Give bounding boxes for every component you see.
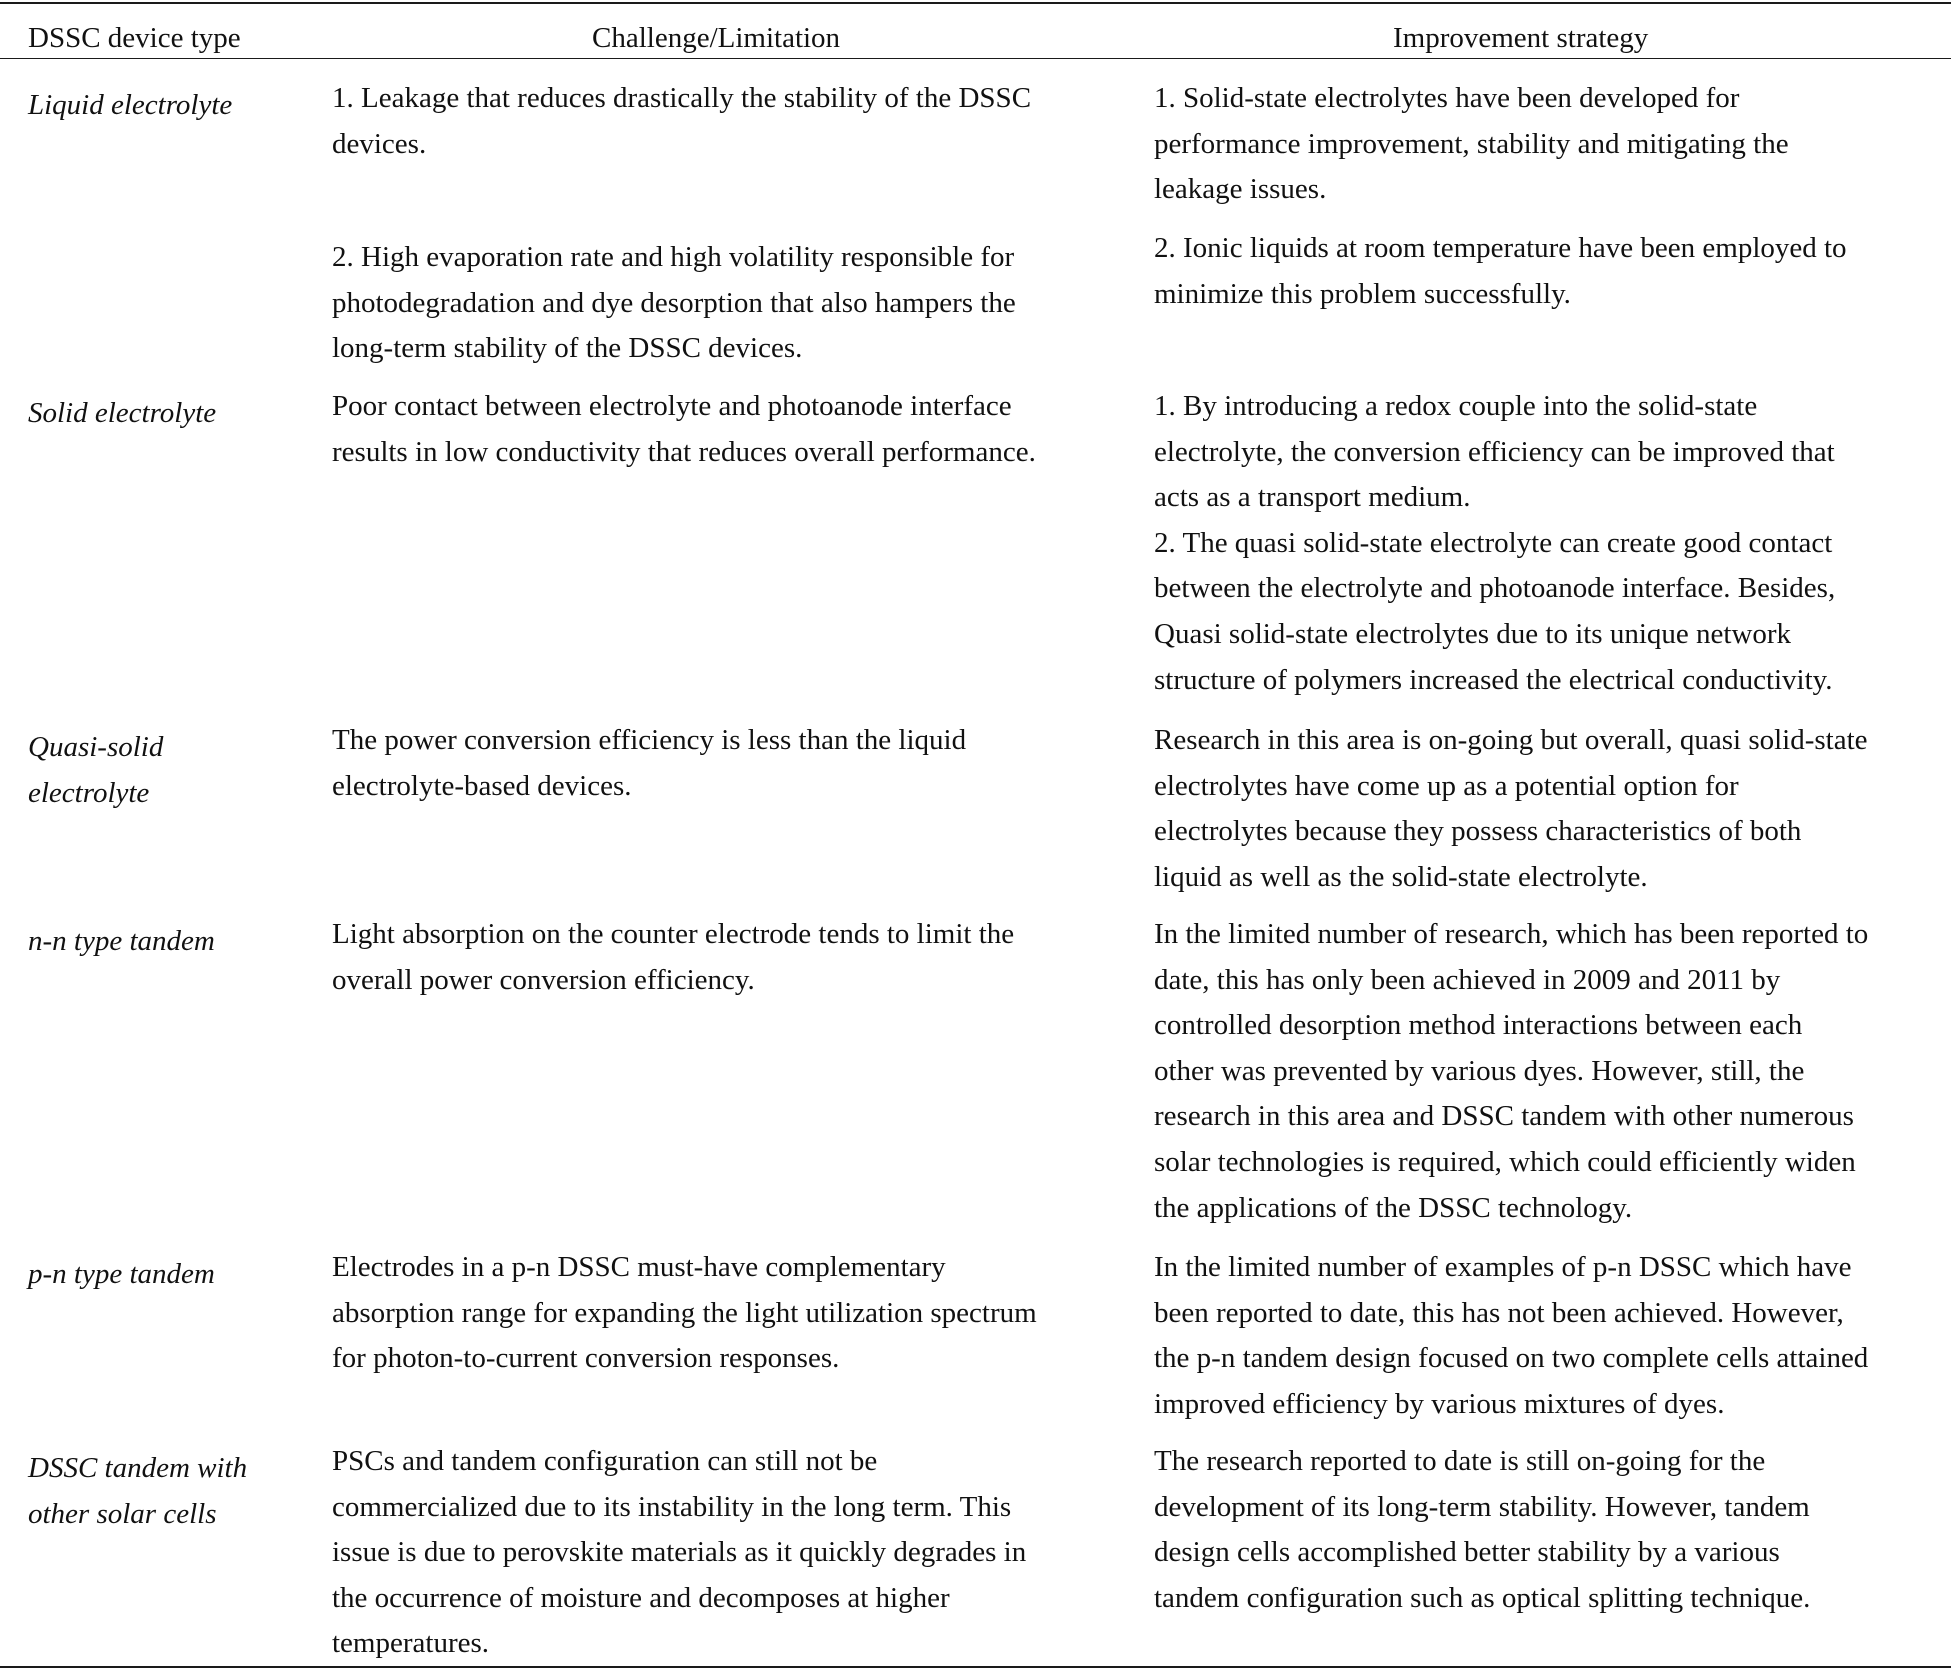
header-device-type: DSSC device type bbox=[28, 22, 241, 54]
row-dssc-tandem-challenge: PSCs and tandem configuration can still not be commercialized due to its instability in the long term. This issue is due to perovskite materials as it quickly degrades in the occurrence of moisture and decomposes at higher temperatures. bbox=[332, 1445, 1027, 1660]
row-solid-type: Solid electrolyte bbox=[28, 397, 217, 429]
row-liquid-improvement-1: 1. Solid-state electrolytes have been developed for performance improvement, stability and mitigating the leakage issues. bbox=[1154, 82, 1789, 206]
table-top-rule bbox=[0, 2, 1951, 4]
row-quasi-challenge: The power conversion efficiency is less than the liquid electrolyte-based devices. bbox=[332, 724, 967, 802]
header-improvement: Improvement strategy bbox=[1393, 22, 1649, 54]
row-liquid-improvement-2: 2. Ionic liquids at room temperature have been employed to minimize this problem successfully. bbox=[1154, 232, 1847, 310]
header-challenge: Challenge/Limitation bbox=[592, 22, 841, 54]
row-liquid-type: Liquid electrolyte bbox=[28, 89, 233, 121]
row-pn-type: p-n type tandem bbox=[28, 1258, 215, 1290]
row-nn-type: n-n type tandem bbox=[28, 925, 215, 957]
row-nn-improvement: In the limited number of research, which has been reported to date, this has only been achieved in 2009 and 2011 by controlled desorption method interactions between each other was prevented by various dyes. However, still, the research in this area and DSSC tandem with other numerous solar technologies is required, which could efficiently widen the applications of the DSSC technology. bbox=[1154, 918, 1869, 1224]
row-solid-improvement: 1. By introducing a redox couple into the solid-state electrolyte, the conversion efficiency can be improved that acts as a transport medium. 2. The quasi solid-state electrolyte can create good contact between the electrolyte and photoanode interface. Besides, Quasi solid-state electrolytes due to its unique network structure of polymers increased the electrical conductivity. bbox=[1154, 390, 1836, 696]
row-liquid-challenge-2: 2. High evaporation rate and high volatility responsible for photodegradation and dye desorption that also hampers the long-term stability of the DSSC devices. bbox=[332, 241, 1016, 365]
row-nn-challenge: Light absorption on the counter electrode tends to limit the overall power conversion efficiency. bbox=[332, 918, 1015, 996]
row-quasi-type: Quasi-solid electrolyte bbox=[28, 731, 164, 809]
row-dssc-tandem-type: DSSC tandem with other solar cells bbox=[28, 1452, 248, 1530]
row-pn-challenge: Electrodes in a p-n DSSC must-have complementary absorption range for expanding the light utilization spectrum for photon-to-current conversion responses. bbox=[332, 1251, 1037, 1375]
row-pn-improvement: In the limited number of examples of p-n DSSC which have been reported to date, this has not been achieved. However, the p-n tandem design focused on two complete cells attained improved efficiency by various mixtures of dyes. bbox=[1154, 1251, 1869, 1420]
row-quasi-improvement: Research in this area is on-going but overall, quasi solid-state electrolytes have come up as a potential option for electrolytes because they possess characteristics of both liquid as well as the solid-state electrolyte. bbox=[1154, 724, 1868, 893]
row-solid-challenge: Poor contact between electrolyte and photoanode interface results in low conductivity that reduces overall performance. bbox=[332, 390, 1036, 468]
table-header-rule bbox=[0, 58, 1951, 59]
row-dssc-tandem-improvement: The research reported to date is still on-going for the development of its long-term stability. However, tandem design cells accomplished better stability by a various tandem configuration such as optical splitting technique. bbox=[1154, 1445, 1811, 1614]
row-liquid-challenge-1: 1. Leakage that reduces drastically the stability of the DSSC devices. bbox=[332, 82, 1032, 160]
